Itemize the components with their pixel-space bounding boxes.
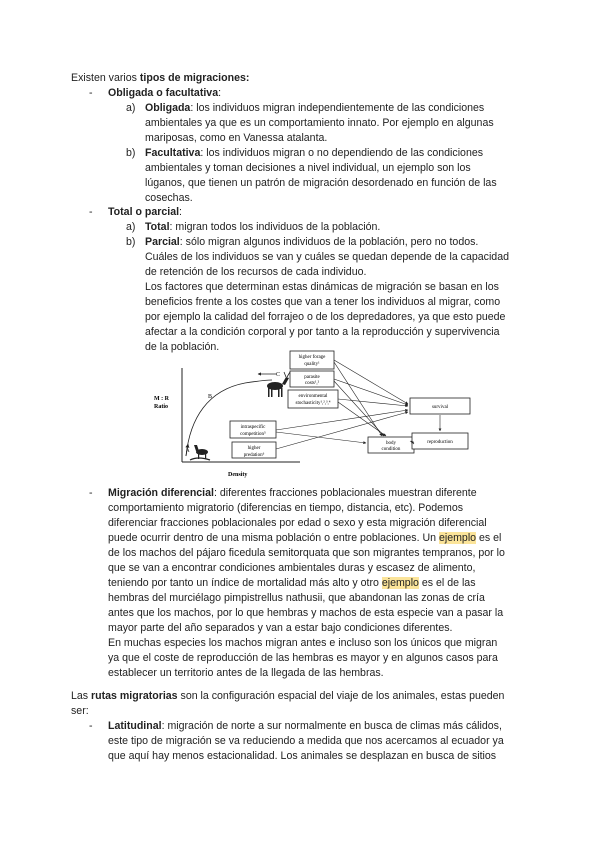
line-text: puede ocurrir dentro de una misma población o entre poblaciones. Un — [108, 532, 439, 544]
term-bold: Latitudinal — [108, 720, 162, 732]
total-a-line1 — [145, 220, 380, 235]
bullet-dash: - — [89, 87, 93, 99]
box-text: survival — [431, 405, 449, 410]
intro-text: Existen varios — [71, 72, 140, 84]
list-marker-a: a) — [126, 221, 136, 233]
diferencial-line13: establecer un territorio antes de la llegada de las hembras. — [108, 667, 384, 679]
box-text: competition⁵ — [240, 432, 266, 437]
line-text: : los individuos migran o no dependiendo de las condiciones — [200, 147, 484, 159]
list-marker-b: b) — [126, 147, 136, 159]
latitudinal-line2: este tipo de migración se va reduciendo a medida que nos acercamos al ecuador ya — [108, 735, 504, 747]
line-text: : diferentes fracciones poblacionales muestran diferente — [213, 487, 477, 499]
curve-label-a: A — [186, 449, 190, 454]
diferencial-line10: mayor parte del año separados y van a estar bajo condiciones diferentes. — [108, 622, 453, 634]
term-bold: rutas migratorias — [91, 690, 178, 702]
diferencial-line5: de los machos del pájaro ficedula semitorquata que son migrantes tempranos, por lo — [108, 547, 505, 559]
obligada-a-line3: mariposas, como en Vanessa atalanta. — [145, 132, 328, 144]
box-text: condition — [381, 447, 401, 452]
deer-small-icon — [190, 445, 210, 460]
line-text: Las — [71, 690, 92, 702]
line-text: es el de las — [418, 577, 476, 589]
total-heading — [108, 205, 182, 220]
highlighted-word: ejemplo — [381, 577, 419, 589]
box-text: higher forage — [298, 355, 326, 360]
total-b-line8: de la población. — [145, 341, 220, 353]
box-text: predation⁶ — [243, 453, 265, 458]
box-text: environmental — [298, 394, 328, 399]
box-text: higher — [247, 446, 261, 451]
obligada-a-line1 — [145, 101, 484, 116]
obligada-b-line2: ambientales y toman decisiones a nivel individual, un ejemplo son los — [145, 162, 471, 174]
total-b-line3: de retención de los recursos de cada individuo. — [145, 266, 367, 278]
diferencial-line9: antes que los machos, por lo que hembras y machos de esta especie van a pasar la — [108, 607, 504, 619]
line-text: : migran todos los individuos de la población. — [169, 221, 381, 233]
total-b-line5: beneficios frente a los costes que van a tener los individuos al migrar, como — [145, 296, 501, 308]
box-reproduction — [412, 433, 468, 449]
intro-bold: tipos de migraciones: — [139, 72, 250, 84]
line-text: teniendo por tanto un índice de mortalidad más alto y otro — [108, 577, 382, 589]
curve-label-c: C — [276, 372, 281, 378]
term-bold: Parcial — [145, 236, 180, 248]
box-text: costs¹,² — [304, 381, 320, 386]
line-text: son la configuración espacial del viaje de los animales, estas pueden — [177, 690, 505, 702]
x-axis-label: Density — [228, 472, 248, 478]
diferencial-line4 — [108, 531, 501, 546]
obligada-heading — [108, 86, 221, 101]
highlighted-word: ejemplo — [438, 532, 477, 544]
diferencial-line1 — [108, 486, 477, 501]
diferencial-line2: comportamiento migratorio (diferencias en tiempo, distancia, etc). Podemos — [108, 502, 464, 514]
box-parasite — [290, 371, 334, 387]
diferencial-line8: hembras del murciélago pimpistrellus nathusii, que abandonan las zonas de cría — [108, 592, 485, 604]
bullet-dash: - — [89, 487, 93, 499]
term-bold: Obligada — [145, 102, 191, 114]
total-b-line7: afectar a la condición corporal y por tanto a la reproducción y supervivencia — [145, 326, 500, 338]
total-b-line4: Los factores que determinan estas dinámicas de migración se basan en los — [145, 281, 499, 293]
heading-colon: : — [218, 87, 222, 99]
diferencial-line12: ya que el coste de reproducción de las hembras es mayor y en algunos casos para — [108, 652, 498, 664]
box-text: quality¹ — [304, 362, 320, 367]
box-environmental — [288, 390, 338, 408]
list-marker-a: a) — [126, 102, 136, 114]
heading-bold: Total o parcial — [108, 206, 180, 218]
bullet-dash: - — [89, 206, 93, 218]
diferencial-line7 — [108, 576, 476, 591]
box-text: intraspecific — [240, 425, 266, 430]
diferencial-line3: diferenciar fracciones poblacionales por edad o sexo y esta migración diferencial — [108, 517, 487, 529]
box-body-condition — [368, 437, 414, 453]
diferencial-line11: En muchas especies los machos migran antes e incluso son los únicos que migran — [108, 637, 498, 649]
obligada-b-line3: lúganos, que tienen un patrón de migración desordenado en función de las — [145, 177, 497, 189]
obligada-b-line4: cosechas. — [145, 192, 193, 204]
diferencial-line6: que se van a encontrar condiciones ambientales duras y escasez de alimento, — [108, 562, 476, 574]
box-survival — [410, 398, 470, 414]
total-b-line6: por ejemplo la calidad del forrajeo o de los depredadores, ya que esto puede — [145, 311, 506, 323]
heading-colon: : — [179, 206, 182, 218]
latitudinal-line3: que aquí hay menos estacionalidad. Los animales se desplazan en busca de sitios — [108, 750, 497, 762]
box-text: stochasticity¹,²,³,⁴ — [295, 401, 331, 406]
line-text: : los individuos migran independientemente de las condiciones — [190, 102, 485, 114]
box-text: body — [386, 441, 396, 446]
line-text: es el — [476, 532, 502, 544]
intro-line — [71, 71, 249, 86]
migration-diagram — [150, 348, 500, 486]
box-predation — [232, 442, 276, 458]
term-bold: Total — [145, 221, 170, 233]
line-text: : sólo migran algunos individuos de la población, pero no todos. — [179, 236, 479, 248]
rutas-line1 — [71, 689, 504, 704]
obligada-a-line2: ambientales ya que es un comportamiento innato. Por ejemplo en algunas — [145, 117, 494, 129]
y-axis-label-1: M : R — [154, 396, 169, 402]
rutas-line2: ser: — [71, 705, 89, 717]
box-intraspecific — [230, 421, 276, 438]
box-text: reproduction — [427, 440, 453, 445]
heading-bold: Obligada o facultativa — [108, 87, 219, 99]
box-text: parasite — [304, 375, 320, 380]
latitudinal-line1 — [108, 719, 502, 734]
curve-label-b: B — [208, 394, 213, 400]
bullet-dash: - — [89, 720, 93, 732]
line-text: : migración de norte a sur normalmente en busca de climas más cálidos, — [161, 720, 502, 732]
total-b-line1 — [145, 235, 478, 250]
total-b-line2: Cuáles de los individuos se van y cuáles se quedan depende de la capacidad — [145, 251, 509, 263]
term-bold: Facultativa — [145, 147, 201, 159]
box-higher-forage — [290, 351, 334, 369]
obligada-b-line1 — [145, 146, 483, 161]
term-bold: Migración diferencial — [108, 487, 214, 499]
list-marker-b: b) — [126, 236, 136, 248]
y-axis-label-2: Ratio — [154, 404, 168, 410]
